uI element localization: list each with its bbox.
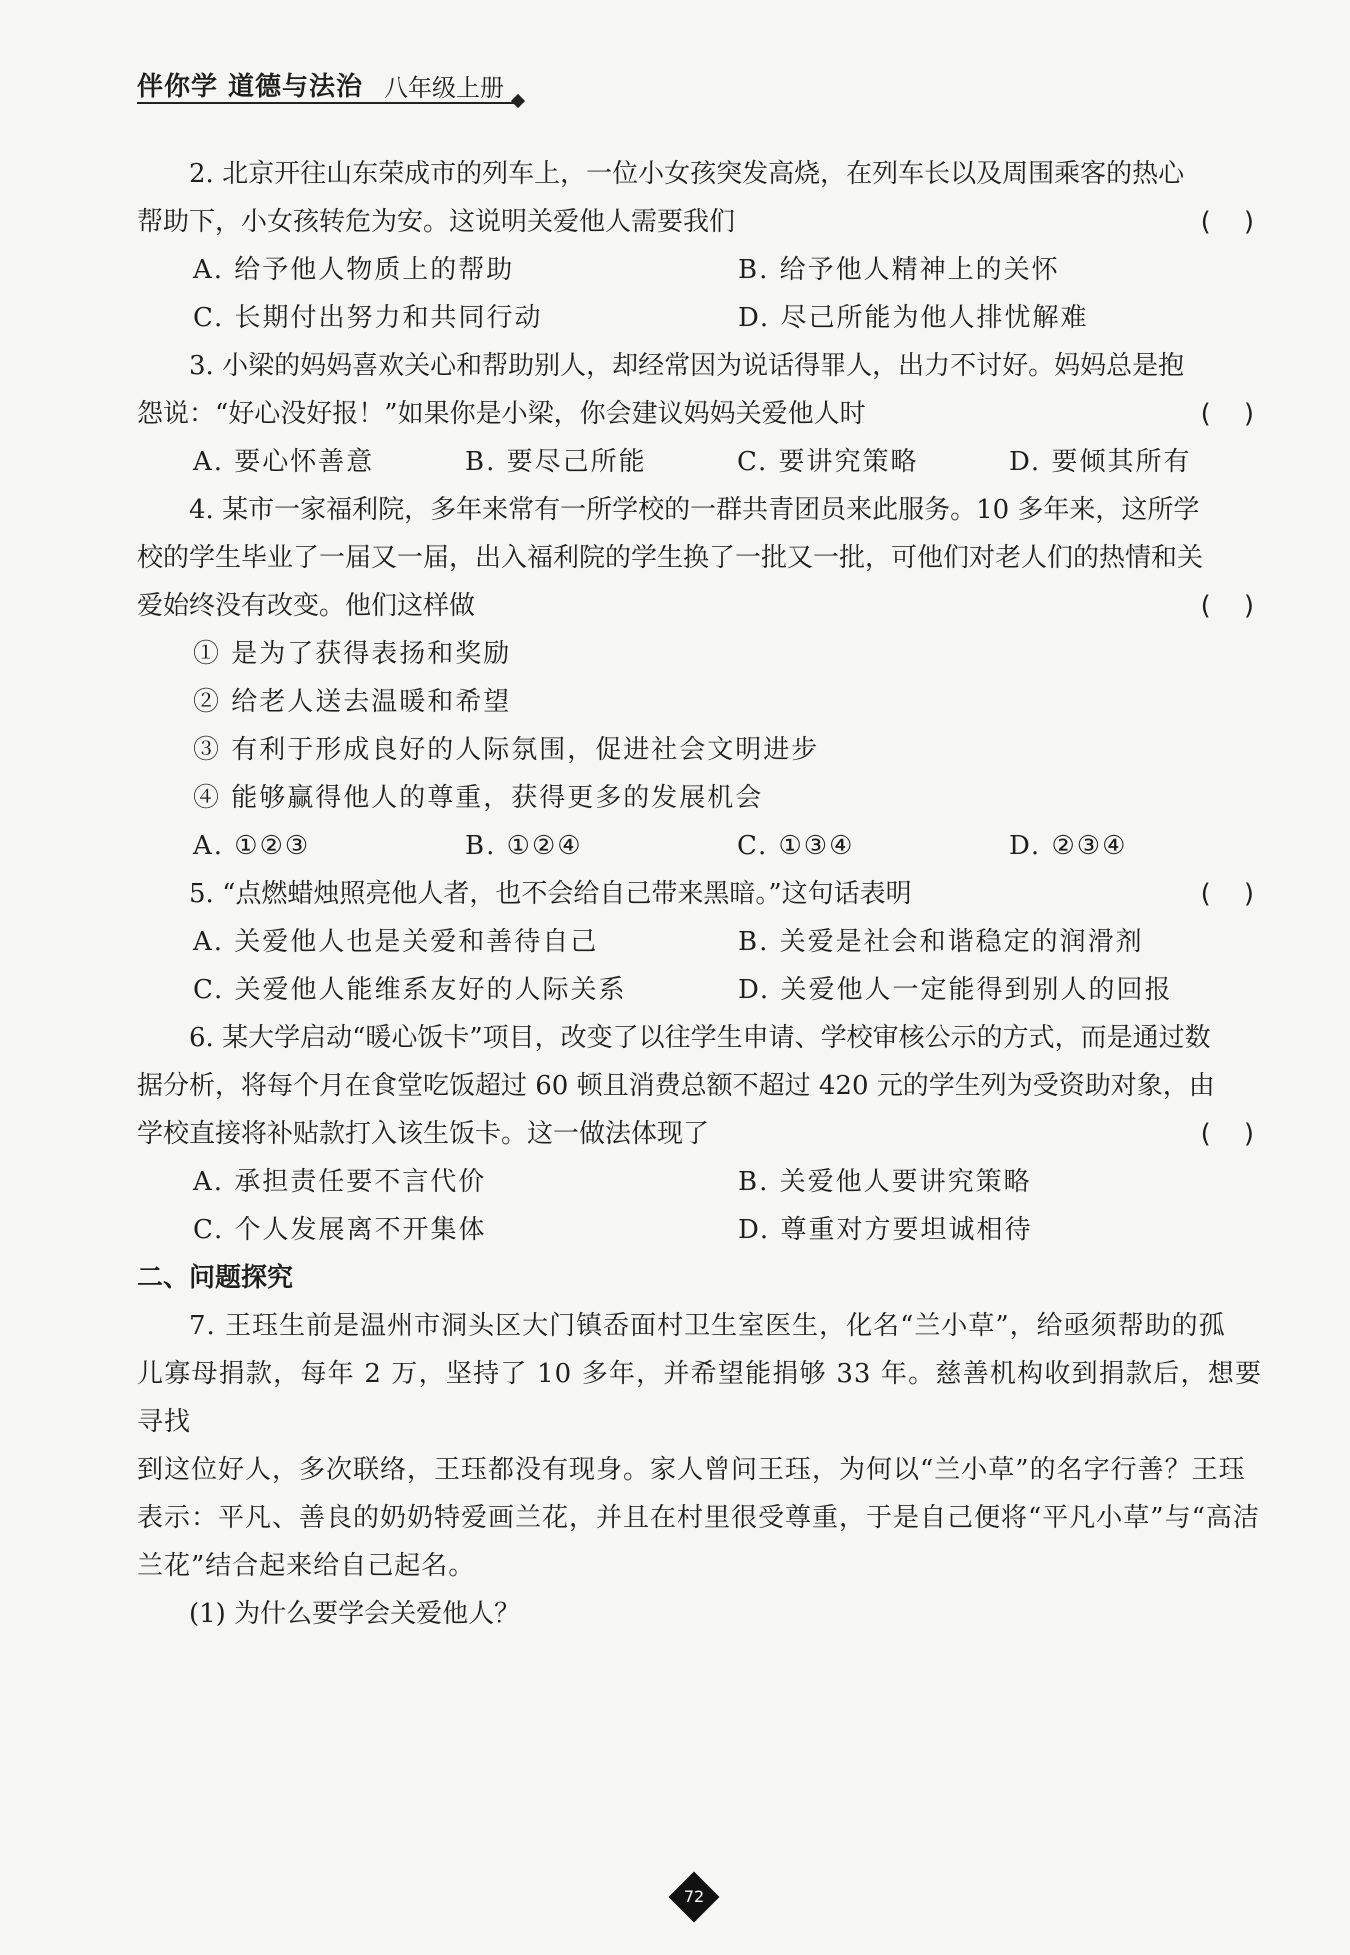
answer-bracket[interactable]: ( ) [1200, 1119, 1254, 1149]
options [137, 822, 1262, 870]
option-a[interactable]: A. 给予他人物质上的帮助 [193, 255, 515, 285]
option-a[interactable]: A. 要心怀善意 [193, 447, 375, 477]
question-4 [137, 486, 1262, 870]
page-number: 72 [683, 1887, 705, 1906]
question-stem-last-line [137, 198, 1262, 246]
page-number-badge [672, 1875, 716, 1919]
option-c[interactable]: C. 要讲究策略 [737, 447, 919, 477]
option-c[interactable]: C. 个人发展离不开集体 [193, 1215, 487, 1245]
option-b[interactable]: B. ①②④ [465, 831, 583, 861]
question-stem: 5. “点燃蜡烛照亮他人者，也不会给自己带来黑暗。”这句话表明 [189, 879, 912, 909]
option-d[interactable]: D. 尊重对方要坦诚相待 [738, 1215, 1033, 1245]
question-stem: 校的学生毕业了一届又一届，出入福利院的学生换了一批又一批，可他们对老人们的热情和关 [137, 543, 1204, 573]
statement-3: ③ 有利于形成良好的人际氛围，促进社会文明进步 [193, 735, 820, 765]
question-stem: 3. 小梁的妈妈喜欢关心和帮助别人，却经常因为说话得罪人，出力不讨好。妈妈总是抱 [189, 351, 1185, 381]
option-b[interactable]: B. 要尽己所能 [465, 447, 647, 477]
question-7 [137, 1302, 1262, 1638]
option-a[interactable]: A. 承担责任要不言代价 [193, 1167, 487, 1197]
question-stem: 4. 某市一家福利院，多年来常有一所学校的一群共青团员来此服务。10 多年来，这所学 [189, 495, 1200, 525]
option-b[interactable]: B. 给予他人精神上的关怀 [738, 255, 1060, 285]
question-stem-last-line [137, 1110, 1262, 1158]
section-title: 二、问题探究 [137, 1263, 294, 1293]
question-stem: 帮助下，小女孩转危为安。这说明关爱他人需要我们 [137, 207, 736, 237]
option-c[interactable]: C. ①③④ [737, 831, 855, 861]
question-stem: 6. 某大学启动“暖心饭卡”项目，改变了以往学生申请、学校审核公示的方式，而是通过数 [189, 1023, 1211, 1053]
answer-bracket[interactable]: ( ) [1200, 591, 1254, 621]
passage-line: 7. 王珏生前是温州市洞头区大门镇岙面村卫生室医生，化名“兰小草”，给亟须帮助的孤 [189, 1311, 1226, 1341]
diamond-icon [511, 94, 525, 108]
page-content [137, 150, 1262, 1638]
passage-line: 儿寡母捐款，每年 2 万，坚持了 10 多年，并希望能捐够 33 年。慈善机构收到捐款后，想要寻找 [137, 1359, 1262, 1437]
question-stem: 怨说：“好心没好报！”如果你是小梁，你会建议妈妈关爱他人时 [137, 399, 866, 429]
option-d[interactable]: D. 关爱他人一定能得到别人的回报 [738, 975, 1173, 1005]
passage-line: 表示：平凡、善良的奶奶特爱画兰花，并且在村里很受尊重，于是自己便将“平凡小草”与“高洁 [137, 1503, 1260, 1533]
option-c[interactable]: C. 关爱他人能维系友好的人际关系 [193, 975, 627, 1005]
option-a[interactable]: A. ①②③ [193, 831, 311, 861]
answer-bracket[interactable]: ( ) [1200, 207, 1254, 237]
statement-4: ④ 能够赢得他人的尊重，获得更多的发展机会 [193, 783, 764, 813]
option-d[interactable]: D. ②③④ [1009, 831, 1128, 861]
grade-label: 八年级上册 [384, 74, 504, 102]
answer-bracket[interactable]: ( ) [1200, 879, 1254, 909]
question-2 [137, 150, 1262, 342]
sub-question-1: (1) 为什么要学会关爱他人？ [189, 1599, 521, 1629]
question-5 [137, 870, 1262, 1014]
option-d[interactable]: D. 要倾其所有 [1009, 447, 1192, 477]
question-stem-last-line [137, 390, 1262, 438]
option-b[interactable]: B. 关爱是社会和谐稳定的润滑剂 [738, 927, 1144, 957]
question-stem: 2. 北京开往山东荣成市的列车上，一位小女孩突发高烧，在列车长以及周围乘客的热心 [189, 159, 1185, 189]
options [137, 246, 1262, 342]
option-c[interactable]: C. 长期付出努力和共同行动 [193, 303, 543, 333]
options [137, 1158, 1262, 1254]
page-header [137, 60, 527, 112]
question-6 [137, 1014, 1262, 1254]
answer-bracket[interactable]: ( ) [1200, 399, 1254, 429]
options [137, 438, 1262, 486]
question-stem: 学校直接将补贴款打入该生饭卡。这一做法体现了 [137, 1119, 710, 1149]
option-b[interactable]: B. 关爱他人要讲究策略 [738, 1167, 1032, 1197]
passage-line: 兰花”结合起来给自己起名。 [137, 1551, 476, 1581]
option-d[interactable]: D. 尽己所能为他人排忧解难 [738, 303, 1089, 333]
header-rule [137, 102, 517, 104]
question-stem: 据分析，将每个月在食堂吃饭超过 60 顿且消费总额不超过 420 元的学生列为受资助对象，由 [137, 1071, 1215, 1101]
book-title: 伴你学 道德与法治 [137, 72, 364, 102]
question-stem-last-line [137, 582, 1262, 630]
passage-line: 到这位好人，多次联络，王珏都没有现身。家人曾问王珏，为何以“兰小草”的名字行善？王珏 [137, 1455, 1246, 1485]
option-a[interactable]: A. 关爱他人也是关爱和善待自己 [193, 927, 599, 957]
options [137, 918, 1262, 1014]
statement-2: ② 给老人送去温暖和希望 [193, 687, 512, 717]
statement-1: ① 是为了获得表扬和奖励 [193, 639, 512, 669]
question-stem: 爱始终没有改变。他们这样做 [137, 591, 476, 621]
question-3 [137, 342, 1262, 486]
question-stem-last-line [137, 870, 1262, 918]
